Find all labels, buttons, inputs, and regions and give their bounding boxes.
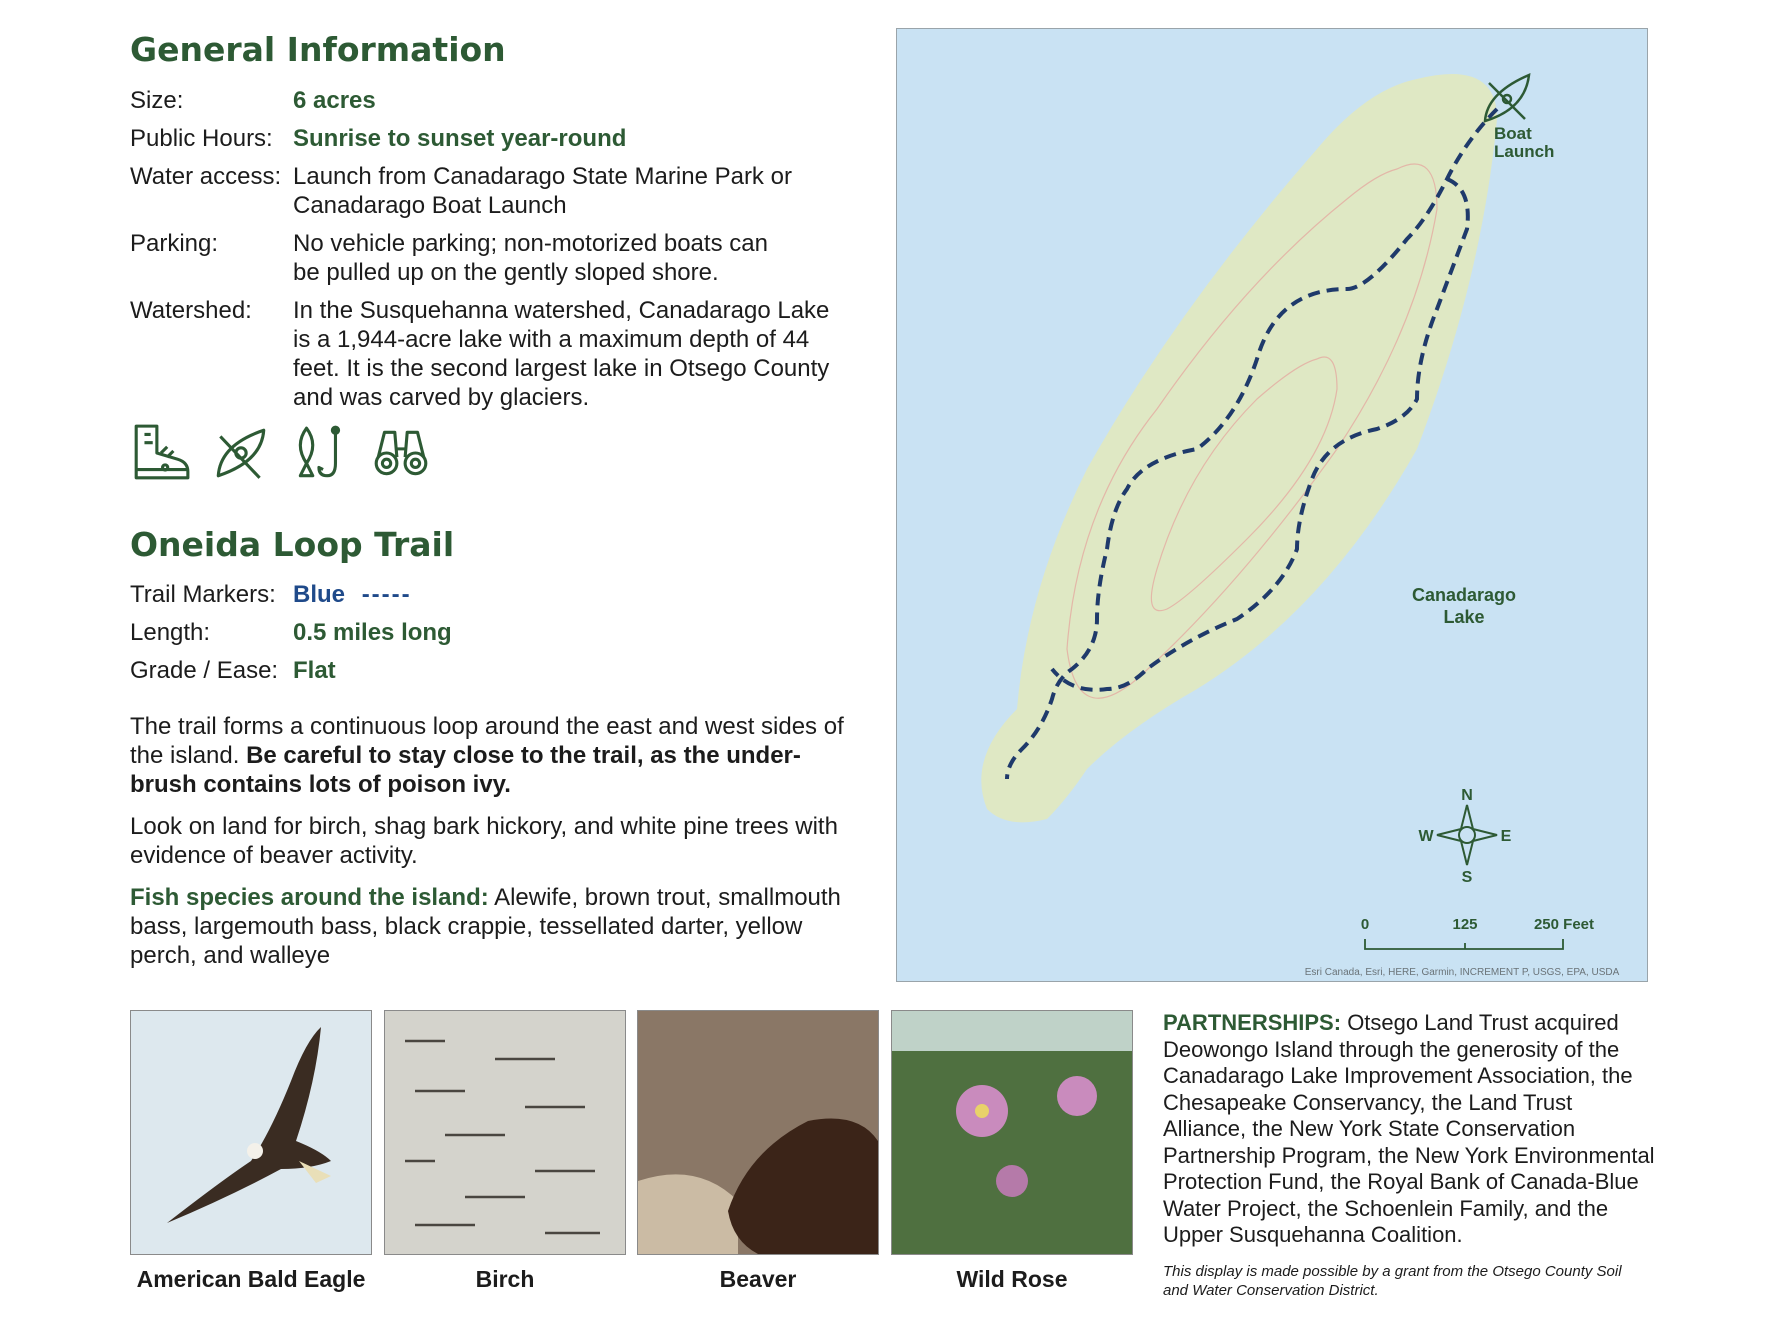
watershed-label: Watershed: xyxy=(130,297,252,324)
lake-label-1: Canadarago xyxy=(1411,585,1517,605)
grant-credit: This display is made possible by a grant from the Otsego County Soil and Water Conservation District. xyxy=(1163,1263,1622,1299)
compass-s: S xyxy=(1461,869,1473,886)
photo-birch xyxy=(384,1010,626,1255)
compass-e: E xyxy=(1500,828,1512,845)
activity-icons xyxy=(130,422,432,484)
fish-species xyxy=(130,883,850,970)
length-label: Length: xyxy=(130,619,211,646)
partnerships xyxy=(1163,1010,1658,1249)
boat-launch-label-2: Launch xyxy=(1494,142,1555,161)
trail-description-1 xyxy=(130,712,850,799)
compass-w: W xyxy=(1418,828,1434,845)
size-value: 6 acres xyxy=(293,87,376,114)
map-attribution: Esri Canada, Esri, HERE, Garmin, INCREMENT P, USGS, EPA, USDA xyxy=(1304,967,1620,978)
caption-birch: Birch xyxy=(475,1266,535,1292)
boat-launch-label-1: Boat xyxy=(1494,124,1532,143)
scale-zero: 0 xyxy=(1360,916,1370,933)
hiking-boot-icon xyxy=(130,422,192,484)
fishing-icon xyxy=(290,422,352,484)
oneida-loop-trail-heading: Oneida Loop Trail xyxy=(130,525,455,564)
trail-markers-label: Trail Markers: xyxy=(130,581,276,608)
scale-end: 250 Feet xyxy=(1533,916,1595,933)
caption-beaver: Beaver xyxy=(719,1266,797,1292)
parking-label: Parking: xyxy=(130,230,219,257)
photo-wild-rose xyxy=(891,1010,1133,1255)
fish-species-label: Fish species around the island: xyxy=(130,884,489,911)
trail-description-plain: The trail forms a continuous loop around the east and west sides of the island. xyxy=(130,713,844,769)
poison-ivy-warning: Be careful to stay close to the trail, as the underbrush contains lots of poison ivy. xyxy=(130,742,801,798)
trail-marker-line: ----- xyxy=(361,581,412,608)
water-access-label: Water access: xyxy=(130,163,282,190)
grade-label: Grade / Ease: xyxy=(130,657,279,684)
size-label: Size: xyxy=(130,87,184,114)
watershed-value: In the Susquehanna watershed, Canadarago Lake is a 1,944-acre lake with a maximum depth of 44 feet. It is the second largest lake in Otsego County and was carved by glaciers. xyxy=(293,297,830,411)
scale-mid: 125 xyxy=(1452,916,1478,933)
fish-species-text: Alewife, brown trout, smallmouth bass, largemouth bass, black crappie, tessellated darter, yellow perch, and walleye xyxy=(130,884,841,969)
kayak-icon xyxy=(210,422,272,484)
compass-n: N xyxy=(1461,787,1473,804)
binoculars-icon xyxy=(370,422,432,484)
partnerships-label: PARTNERSHIPS: xyxy=(1163,1010,1342,1035)
grade-value: Flat xyxy=(293,657,336,684)
photo-bald-eagle xyxy=(130,1010,372,1255)
caption-bald-eagle: American Bald Eagle xyxy=(136,1266,366,1292)
lake-label-2: Lake xyxy=(1443,607,1485,627)
trail-description-2: Look on land for birch, shag bark hickory, and white pine trees with evidence of beaver activity. xyxy=(130,813,838,869)
trail-markers-value xyxy=(293,580,873,609)
length-value: 0.5 miles long xyxy=(293,619,452,646)
water-access-value: Launch from Canadarago State Marine Park or Canadarago Boat Launch xyxy=(293,163,792,219)
hours-value: Sunrise to sunset year-round xyxy=(293,125,627,152)
parking-value: No vehicle parking; non-motorized boats can be pulled up on the gently sloped shore. xyxy=(293,230,768,286)
island-map xyxy=(896,28,1648,982)
trail-markers-color: Blue xyxy=(293,581,346,608)
photo-beaver xyxy=(637,1010,879,1255)
caption-wild-rose: Wild Rose xyxy=(956,1266,1068,1292)
general-information-heading: General Information xyxy=(130,30,506,69)
hours-label: Public Hours: xyxy=(130,125,273,152)
partnerships-text: Otsego Land Trust acquired Deowongo Island through the generosity of the Canadarago Lake Improvement Association, the Chesapeake Conservancy, the Land Trust Alliance, the New York State Conservation Partnership Program, the New York Environmental Protection Fund, the Royal Bank of Canada-Blue Water Project, the Schoenlein Family, and the Upper Susquehanna Coalition. xyxy=(1163,1010,1655,1247)
